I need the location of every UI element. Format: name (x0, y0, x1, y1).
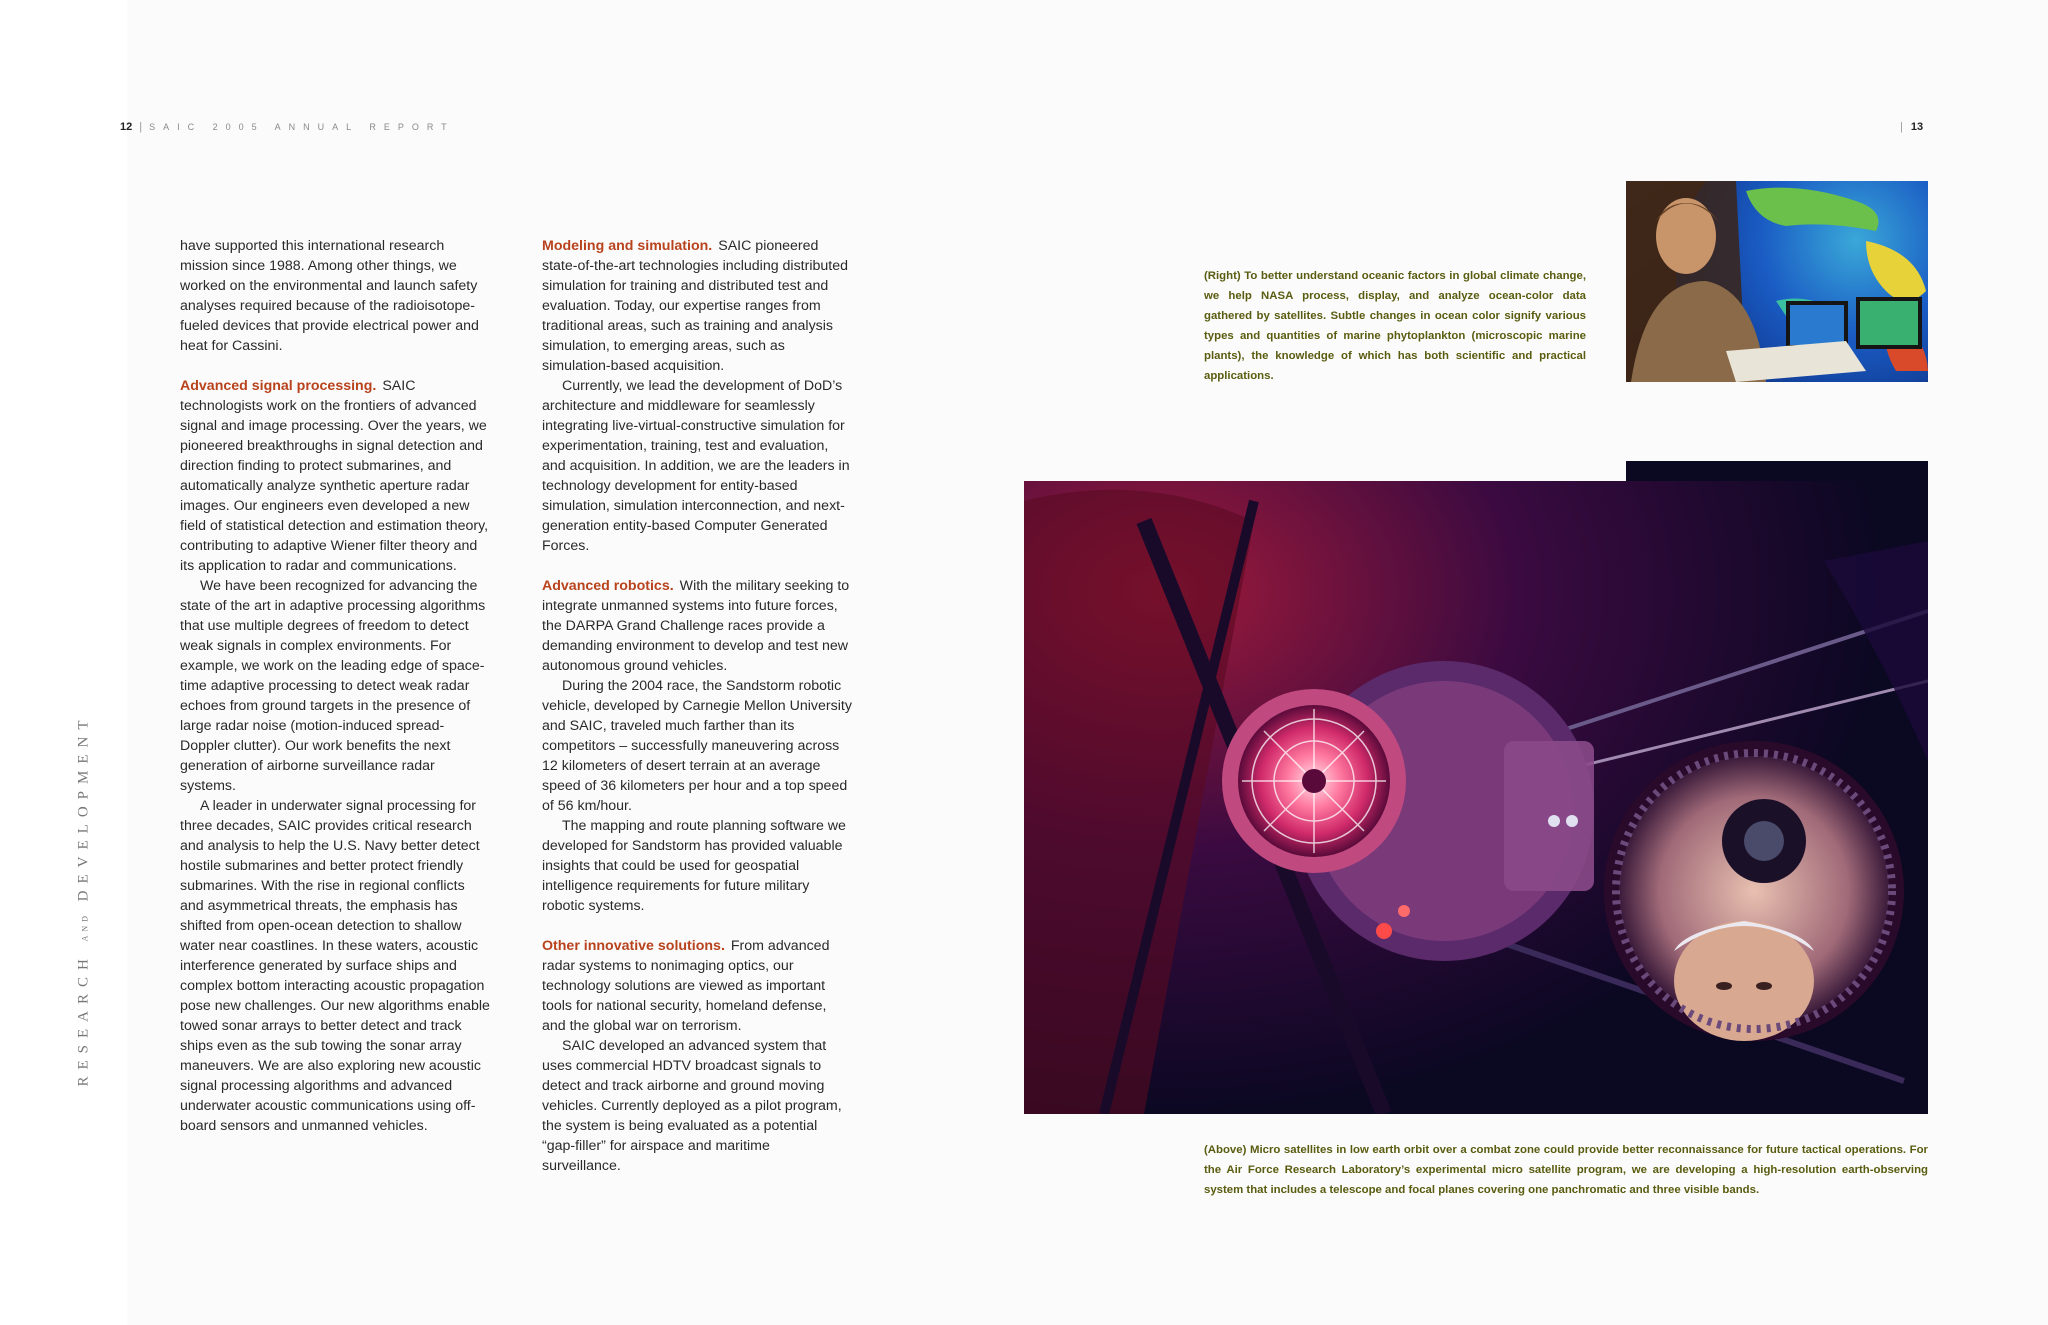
section-heading-signal-processing: Advanced signal processing. (180, 378, 377, 394)
paragraph-text: From advanced radar systems to nonimaging optics, our technology solutions are viewed as important tools for national security, homeland defense, and the global war on terrorism. (542, 938, 830, 1034)
paragraph: During the 2004 race, the Sandstorm robotic vehicle, developed by Carnegie Mellon University and SAIC, traveled much farther than its competitors – successfully maneuvering across 12 kilometers of desert terrain at an average speed of 36 kilometers per hour and a top speed of 56 km/hour. (542, 678, 852, 814)
paragraph-other-solutions (542, 936, 852, 1036)
photo-ocean-color-analyst (1626, 181, 1928, 382)
section-heading-modeling: Modeling and simulation. (542, 238, 713, 254)
side-label-word1: RESEARCH (75, 952, 92, 1087)
right-page-number: 13 (1910, 121, 1924, 133)
photo-caption-top: (Right) To better understand oceanic factors in global climate change, we help NASA process, display, and analyze ocean-color data gathered by satellites. Subtle changes in ocean color signify various types and quantities of marine phytoplankton (microscopic marine plants), the knowledge of which has both scientific and practical applications. (1204, 270, 1586, 382)
paragraph: Currently, we lead the development of DoD’s architecture and middleware for seamlessly integrating live-virtual-constructive simulation for experimentation, training, test and evaluation, and acquisition. In addition, we are the leaders in technology development for entity-based simulation, simulation interconnection, and next-generation entity-based Computer Generated Forces. (542, 378, 850, 554)
header-left (120, 119, 455, 135)
paragraph: We have been recognized for advancing the state of the art in adaptive processing algorithms that use multiple degrees of freedom to detect weak signals in complex environments. For example, we work on the leading edge of space-time adaptive processing to detect weak radar echoes from ground targets in the presence of large radar noise (motion-induced spread-Doppler clutter). Our work benefits the next generation of airborne surveillance radar systems. (180, 578, 486, 794)
paragraph-text: With the military seeking to integrate unmanned systems into future forces, the DARPA Grand Challenge races provide a demanding environment to develop and test new autonomous ground vehicles. (542, 578, 850, 674)
paragraph-text: SAIC pioneered state-of-the-art technologies including distributed simulation for training and distributed test and evaluation. Today, our expertise ranges from traditional areas, such as training and analysis simulation, to emerging areas, such as simulation-based acquisition. (542, 238, 848, 374)
paragraph-text: SAIC technologists work on the frontiers of advanced signal and image processing. Over the years, we pioneered breakthroughs in signal detection and direction finding to protect submarines, and automatically analyze synthetic aperture radar images. Our engineers even developed a new field of statistical detection and estimation theory, contributing to adaptive Wiener filter theory and its application to radar and communications. (180, 378, 489, 574)
paragraph-modeling (542, 236, 852, 376)
section-heading-other-solutions: Other innovative solutions. (542, 938, 725, 954)
left-page-number: 12 (120, 121, 133, 133)
micro-satellite-illustration (1024, 461, 1928, 1114)
paragraph: SAIC developed an advanced system that uses commercial HDTV broadcast signals to detect and track airborne and ground moving vehicles. Currently deployed as a pilot program, the system is being evaluated as a potential “gap-filler” for airspace and maritime surveillance. (542, 1038, 842, 1174)
paragraph: A leader in underwater signal processing for three decades, SAIC provides critical research and analysis to help the U.S. Navy better detect hostile submarines and better protect friendly submarines. With the rise in regional conflicts and asymmetrical threats, the emphasis has shifted from open-ocean detection to shallow water near coastlines. In these waters, acoustic interference generated by surface ships and complex bottom interacting acoustic propagation pose new challenges. Our new algorithms enable towed sonar arrays to better detect and track ships even as the sub towing the sonar array maneuvers. We are also exploring new acoustic signal processing algorithms and advanced underwater acoustic communications using off-board sensors and unmanned vehicles. (180, 798, 490, 1134)
header-right (1900, 119, 1923, 135)
report-title: SAIC 2005 ANNUAL REPORT (149, 122, 455, 132)
paragraph-signal-processing (180, 376, 490, 576)
section-heading-robotics: Advanced robotics. (542, 578, 674, 594)
side-label-conjunction: AND (80, 912, 90, 942)
photo-micro-satellite (1024, 461, 1928, 1114)
text-column-1 (180, 236, 490, 1136)
paragraph: The mapping and route planning software we developed for Sandstorm has provided valuable insights that could be used for geospatial intelligence requirements for future military robotic systems. (542, 818, 846, 914)
paragraph-robotics (542, 576, 852, 676)
photo-caption-bottom: (Above) Micro satellites in low earth orbit over a combat zone could provide better reconnaissance for future tactical operations. For the Air Force Research Laboratory’s experimental micro satellite program, we are developing a high-resolution earth-observing system that includes a telescope and focal planes covering one panchromatic and three visible bands. (1204, 1144, 1928, 1196)
paragraph: have supported this international research mission since 1988. Among other things, we worked on the environmental and launch safety analyses required because of the radioisotope-fueled devices that provide electrical power and heat for Cassini. (180, 238, 479, 354)
text-column-2 (542, 236, 852, 1176)
header-separator: | (139, 121, 143, 133)
side-label-word2: DEVELOPMENT (75, 713, 92, 902)
header-separator-right: | (1900, 121, 1903, 133)
ocean-analyst-illustration (1626, 181, 1928, 382)
